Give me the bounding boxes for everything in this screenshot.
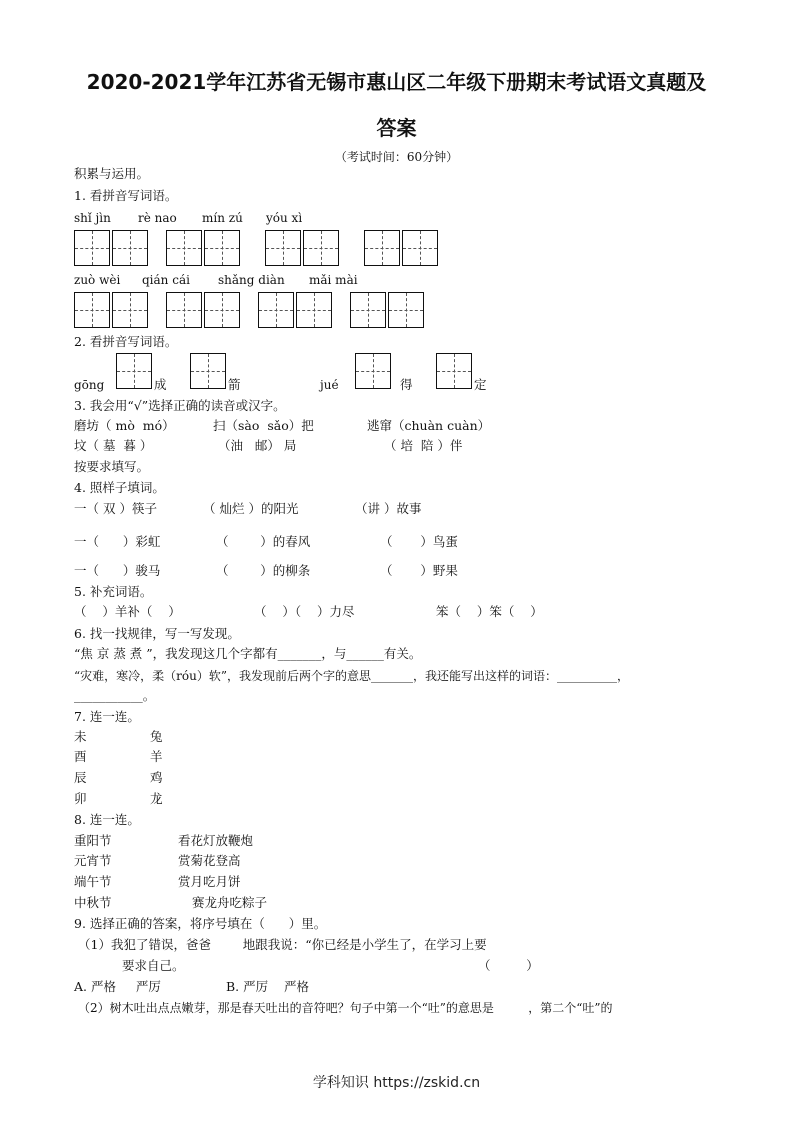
q6-line2: “灾难，寒冷，柔（róu）软”，我发现前后两个字的意思_______，我还能写出这样的词语：__________， bbox=[74, 669, 629, 683]
writing-grid[interactable] bbox=[204, 292, 240, 328]
q4-item: （ ）鸟蛋 bbox=[380, 534, 458, 549]
q1-row1-pinyin bbox=[0, 210, 793, 226]
writing-grid[interactable] bbox=[350, 292, 386, 328]
q2-char: 箭 bbox=[228, 377, 241, 392]
q7-right-item: 鸡 bbox=[150, 770, 163, 785]
q7-left-item: 酉 bbox=[74, 749, 87, 764]
q9-option-b: B. 严厉 严格 bbox=[226, 979, 310, 994]
q5-item: （ ）（ ）力尽 bbox=[254, 604, 355, 619]
q3-item: （ 培 陪 ）伴 bbox=[384, 438, 463, 453]
pinyin: mǎi mài bbox=[309, 273, 358, 287]
q4-item: （ 灿烂 ）的阳光 bbox=[203, 501, 299, 516]
q4-item: （ ）野果 bbox=[380, 563, 458, 578]
pinyin: qián cái bbox=[142, 273, 190, 287]
q4-item: （讲 ）故事 bbox=[355, 501, 422, 516]
q1-row2-pinyin bbox=[0, 272, 793, 288]
q8-left-item: 端午节 bbox=[74, 874, 112, 889]
writing-grid[interactable] bbox=[388, 292, 424, 328]
q9-s2-line1: （2）树木吐出点点嫩芽，那是春天吐出的音符吧？句子中第一个“吐”的意思是 ，第二个“吐”的 bbox=[78, 1001, 613, 1015]
q8-left-item: 中秋节 bbox=[74, 895, 112, 910]
q8-left-item: 元宵节 bbox=[74, 853, 112, 868]
q8-left-item: 重阳节 bbox=[74, 833, 112, 848]
q8-right-item: 赏月吃月饼 bbox=[178, 874, 241, 889]
writing-grid[interactable] bbox=[296, 292, 332, 328]
writing-grid[interactable] bbox=[112, 230, 148, 266]
q3-item: 逃窜（chuàn cuàn） bbox=[367, 418, 491, 433]
answer-paren: （ ） bbox=[478, 958, 539, 973]
q7-right-item: 兔 bbox=[150, 729, 163, 744]
q8-label: 8. 连一连。 bbox=[74, 812, 140, 827]
q7-left-item: 卯 bbox=[74, 791, 87, 806]
q7-right-item: 龙 bbox=[150, 791, 163, 806]
pinyin: yóu xì bbox=[266, 211, 303, 225]
doc-title-line1: 2020-2021学年江苏省无锡市惠山区二年级下册期末考试语文真题及 bbox=[86, 70, 707, 94]
q4-item: （ ）的春风 bbox=[216, 534, 311, 549]
q5-item: 笨（ ）笨（ ） bbox=[436, 604, 543, 619]
writing-grid[interactable] bbox=[166, 292, 202, 328]
q9-s1-line1: （1）我犯了错误，爸爸 地跟我说：“你已经是小学生了，在学习上要 bbox=[78, 937, 487, 952]
q6-line1: “焦 京 蒸 煮 ”，我发现这几个字都有_______，与______有关。 bbox=[74, 646, 422, 661]
q2-pinyin-2: jué bbox=[320, 378, 339, 392]
q4-item: 一（ ）骏马 bbox=[74, 563, 161, 578]
q6-line3: ___________。 bbox=[74, 688, 156, 703]
q3-item: 扫（sào sǎo）把 bbox=[213, 418, 314, 433]
section2-title: 按要求填写。 bbox=[74, 459, 150, 474]
q5-item: （ ）羊补（ ） bbox=[74, 604, 181, 619]
pinyin: shǎng diàn bbox=[218, 273, 285, 287]
q6-label: 6. 找一找规律，写一写发现。 bbox=[74, 626, 240, 641]
q2-char: 得 bbox=[400, 377, 413, 392]
q2-pinyin-1: gōng bbox=[74, 378, 105, 392]
writing-grid[interactable] bbox=[265, 230, 301, 266]
q5-label: 5. 补充词语。 bbox=[74, 584, 153, 599]
q4-item: 一（ 双 ）筷子 bbox=[74, 501, 157, 516]
q2-label: 2. 看拼音写词语。 bbox=[74, 334, 178, 349]
writing-grid[interactable] bbox=[364, 230, 400, 266]
doc-title-line2: 答案 bbox=[376, 116, 417, 140]
q7-left-item: 未 bbox=[74, 729, 87, 744]
writing-grid[interactable] bbox=[74, 230, 110, 266]
q9-label: 9. 选择正确的答案，将序号填在（ ）里。 bbox=[74, 916, 327, 931]
q3-item: 坟（ 墓 暮 ） bbox=[74, 438, 153, 453]
writing-grid[interactable] bbox=[74, 292, 110, 328]
q7-label: 7. 连一连。 bbox=[74, 709, 140, 724]
exam-time: （考试时间：60分钟） bbox=[334, 150, 459, 164]
q7-right-item: 羊 bbox=[150, 749, 163, 764]
writing-grid[interactable] bbox=[166, 230, 202, 266]
q9-option-a: A. 严格 严厉 bbox=[74, 979, 161, 994]
q3-label: 3. 我会用“√”选择正确的读音或汉字。 bbox=[74, 398, 286, 413]
writing-grid[interactable] bbox=[190, 353, 226, 389]
q4-item: 一（ ）彩虹 bbox=[74, 534, 161, 549]
q3-item: （油 邮） 局 bbox=[218, 438, 297, 453]
writing-grid[interactable] bbox=[355, 353, 391, 389]
pinyin: zuò wèi bbox=[74, 273, 121, 287]
q4-label: 4. 照样子填词。 bbox=[74, 480, 165, 495]
q7-left-item: 辰 bbox=[74, 770, 87, 785]
q8-right-item: 赏菊花登高 bbox=[178, 853, 241, 868]
q8-right-item: 看花灯放鞭炮 bbox=[178, 833, 254, 848]
writing-grid[interactable] bbox=[204, 230, 240, 266]
section-title: 积累与运用。 bbox=[74, 166, 150, 181]
writing-grid[interactable] bbox=[436, 353, 472, 389]
q3-item: 磨坊（ mò mó） bbox=[74, 418, 175, 433]
writing-grid[interactable] bbox=[402, 230, 438, 266]
q2-char: 定 bbox=[474, 377, 487, 392]
q2-char: 成 bbox=[154, 377, 167, 392]
q1-label: 1. 看拼音写词语。 bbox=[74, 188, 178, 203]
writing-grid[interactable] bbox=[303, 230, 339, 266]
writing-grid[interactable] bbox=[258, 292, 294, 328]
q9-s1-line2: 要求自己。 bbox=[122, 958, 185, 973]
pinyin: shǐ jìn bbox=[74, 211, 111, 225]
writing-grid[interactable] bbox=[116, 353, 152, 389]
pinyin: rè nao bbox=[138, 211, 177, 225]
footer-watermark: 学科知识 https://zskid.cn bbox=[312, 1075, 481, 1091]
q4-item: （ ）的柳条 bbox=[216, 563, 311, 578]
writing-grid[interactable] bbox=[112, 292, 148, 328]
pinyin: mín zú bbox=[202, 211, 243, 225]
q8-right-item: 赛龙舟吃粽子 bbox=[192, 895, 268, 910]
